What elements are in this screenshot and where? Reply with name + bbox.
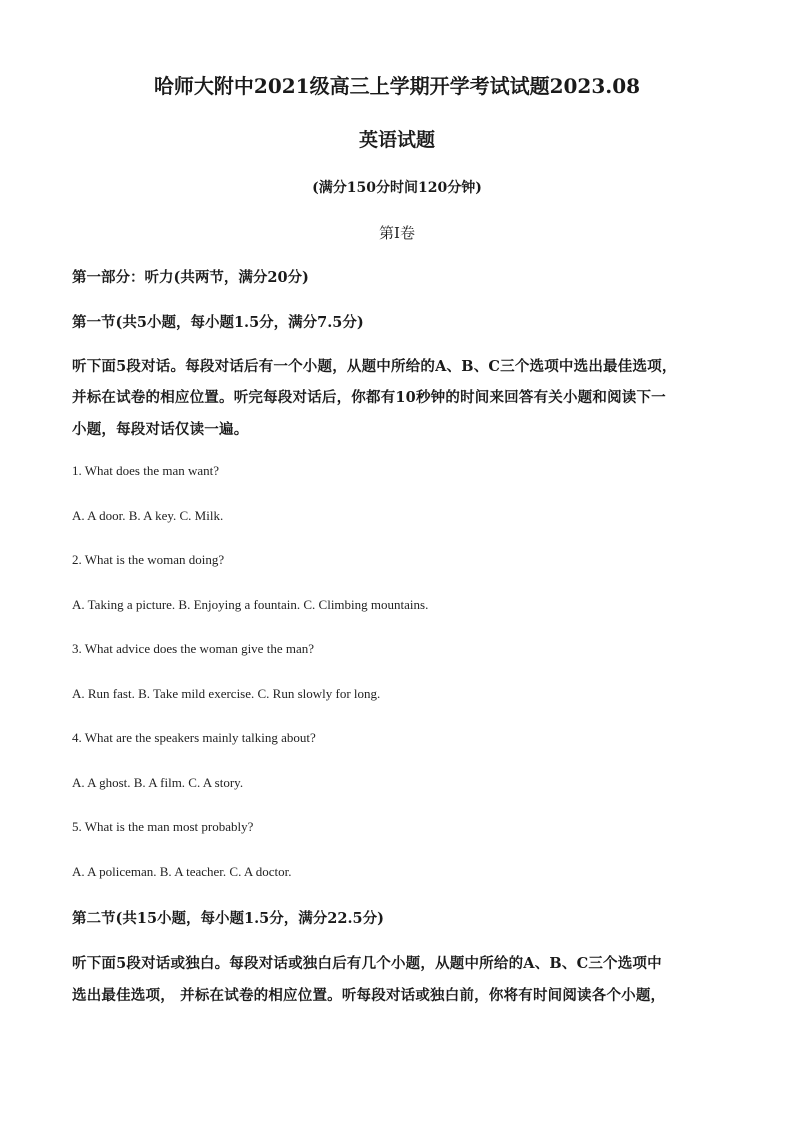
subject-title: 英语试题 xyxy=(358,129,435,151)
question-options: A. A policeman. B. A teacher. C. A doctor. xyxy=(72,864,292,879)
section1-instruction-line: 小题，每段对话仅读一遍。 xyxy=(72,421,249,438)
part1-heading: 第一部分：听力(共两节，满分20分) xyxy=(72,269,309,286)
exam-title: 哈师大附中2021级高三上学期开学考试试题2023.08 xyxy=(153,74,641,98)
question-stem: 4. What are the speakers mainly talking about? xyxy=(72,730,316,745)
question-stem: 1. What does the man want? xyxy=(72,463,220,478)
section2-heading: 第二节(共15小题，每小题1.5分，满分22.5分) xyxy=(72,910,384,927)
section2-instruction-line: 选出最佳选项， 并标在试卷的相应位置。听每段对话或独白前，你将有时间阅读各个小题， xyxy=(72,987,666,1004)
question-stem: 2. What is the woman doing? xyxy=(72,552,225,567)
section1-instruction-line: 听下面5段对话。每段对话后有一个小题，从题中所给的A、B、C三个选项中选出最佳选项， xyxy=(72,358,677,375)
volume-label: 第Ⅰ卷 xyxy=(379,224,415,242)
question-options: A. Run fast. B. Take mild exercise. C. Run slowly for long. xyxy=(72,686,381,701)
section2-instruction-line: 听下面5段对话或独白。每段对话或独白后有几个小题，从题中所给的A、B、C三个选项中 xyxy=(72,955,662,972)
question-options: A. A ghost. B. A film. C. A story. xyxy=(72,775,244,790)
section1-heading: 第一节(共5小题，每小题1.5分，满分7.5分) xyxy=(72,314,364,331)
question-stem: 3. What advice does the woman give the man? xyxy=(72,641,314,656)
section1-instruction-line: 并标在试卷的相应位置。听完每段对话后，你都有10秒钟的时间来回答有关小题和阅读下一 xyxy=(72,389,666,406)
score-time-info: (满分150分时间120分钟) xyxy=(312,180,482,196)
question-stem: 5. What is the man most probably? xyxy=(72,819,254,834)
question-options: A. A door. B. A key. C. Milk. xyxy=(72,508,224,523)
question-options: A. Taking a picture. B. Enjoying a fountain. C. Climbing mountains. xyxy=(72,597,429,612)
